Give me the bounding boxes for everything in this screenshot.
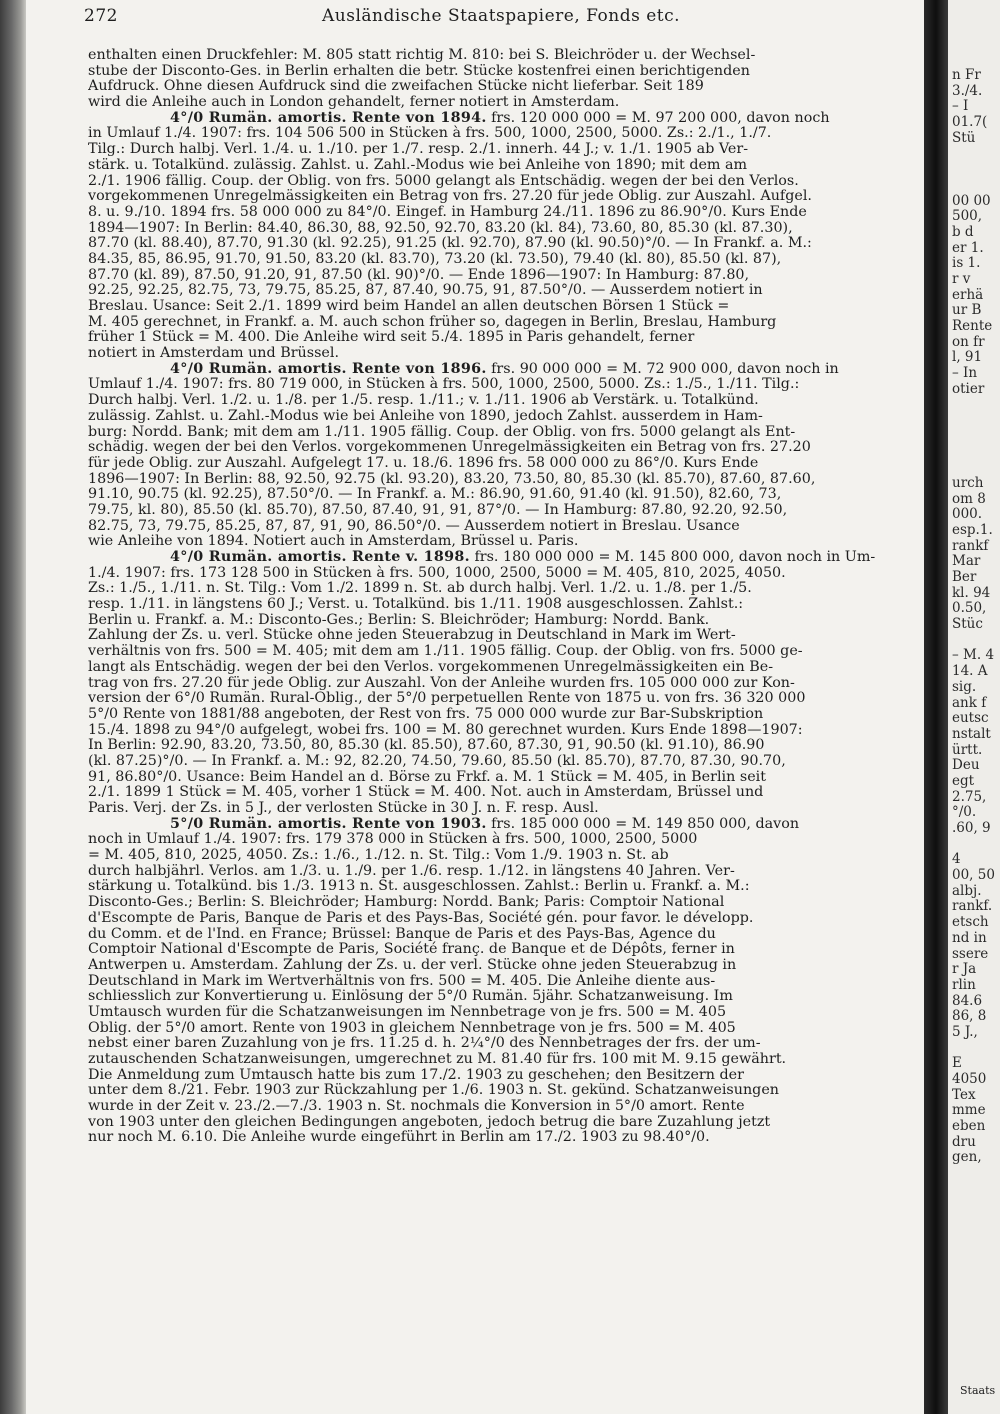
text-line: Berlin u. Frankf. a. M.: Disconto-Ges.; Berlin: S. Bleichröder; Hamburg: Nordd. Bank. — [88, 611, 710, 628]
text-line: notiert in Amsterdam und Brüssel. — [88, 345, 339, 362]
next-page-fragment: 84.6 — [952, 992, 983, 1009]
next-page-fragment — [952, 837, 995, 853]
next-page-fragment: 4 — [952, 851, 961, 868]
next-page-fragments — [952, 68, 995, 1166]
section-heading-line — [88, 550, 920, 566]
next-page-fragment: l, 91 — [952, 349, 983, 366]
text-line: 79.75, kl. 80), 85.50 (kl. 85.70), 87.50, 87.40, 91, 91, 87°/0. — In Hamburg: 87.80, 92.20, 92.50, — [88, 501, 788, 518]
text-line: zulässig. Zahlst. u. Zahl.-Modus wie bei Anleihe von 1890, jedoch Zahlst. ausserdem in Ham- — [88, 407, 763, 424]
next-page-fragment: b d — [952, 223, 974, 240]
text-line: 1894—1907: In Berlin: 84.40, 86.30, 88, 92.50, 92.70, 83.20 (kl. 84), 73.60, 80, 85.30 (kl. 87.30), — [88, 219, 793, 236]
next-page-fragment: 01.7( — [952, 114, 988, 131]
next-page-fragment: ank f — [952, 694, 987, 711]
running-title: Ausländische Staatspapiere, Fonds etc. — [322, 6, 681, 26]
next-page-fragment: 2.75, — [952, 788, 987, 805]
text-line: wurde in der Zeit v. 23./2.—7./3. 1903 n. St. nochmals die Konversion in 5°/0 amort. Rente — [88, 1098, 745, 1115]
next-page-fragment: .60, 9 — [952, 820, 991, 836]
next-page-fragment: eben — [952, 1118, 986, 1135]
text-line: wird die Anleihe auch in London gehandelt, ferner notiert in Amsterdam. — [88, 94, 620, 111]
text-line: Zahlung der Zs. u. verl. Stücke ohne jeden Steuerabzug in Deutschland in Mark im Wert- — [88, 627, 736, 644]
text-line: schliesslich zur Konvertierung u. Einlösung der 5°/0 Rumän. 5jähr. Schatzanweisung. Im — [88, 988, 733, 1005]
text-line: Comptoir National d'Escompte de Paris, Société franç. de Banque et de Dépôts, ferner in — [88, 941, 735, 958]
text-line: Aufdruck. Ohne diesen Aufdruck sind die zweifachen Stücke nicht lieferbar. Seit 189 — [88, 78, 704, 95]
bond-title: 5°/0 Rumän. amortis. Rente von 1903. — [170, 815, 487, 832]
text-line: 1896—1907: In Berlin: 88, 92.50, 92.75 (kl. 93.20), 83.20, 73.50, 80, 85.30 (kl. 85.70), 87.60, 87.60, — [88, 470, 816, 487]
text-line: schädig. wegen der bei den Verlos. vorgekommenen Unregelmässigkeiten ein Betrag von frs. 27.20 — [88, 439, 811, 456]
text-line: für jede Oblig. zur Auszahl. Aufgelegt 17. u. 18./6. 1896 frs. 58 000 000 zu 86°/0. Kurs Ende — [88, 454, 759, 471]
text-line: unter dem 8./21. Febr. 1903 zur Rückzahlung per 1./6. 1903 n. St. gekünd. Schatzanweisungen — [88, 1082, 780, 1099]
text-line: 84.35, 85, 86.95, 91.70, 91.50, 83.20 (kl. 83.70), 73.20 (kl. 73.50), 79.40 (kl. 80), 85.50 (kl. 87), — [88, 250, 782, 267]
text-line: Breslau. Usance: Seit 2./1. 1899 wird beim Handel an allen deutschen Börsen 1 Stück = — [88, 298, 730, 314]
next-page-fragment — [952, 397, 995, 413]
text-line: langt als Entschädig. wegen der bei den Verlos. vorgekommenen Unregelmässigkeiten ein Be- — [88, 658, 774, 675]
next-page-fragment — [952, 162, 995, 178]
next-page-fragment: Deu — [952, 757, 980, 774]
next-page-fragment: ssere — [952, 945, 989, 962]
next-page-fragment: n Fr — [952, 67, 981, 83]
next-page-fragment: – M. 4 — [952, 647, 995, 664]
text-line: resp. 1./11. in längstens 60 J.; Verst. u. Totalkünd. bis 1./11. 1908 ausgeschlossen. Zahlst.: — [88, 596, 744, 613]
next-page-fragment: nstalt — [952, 725, 991, 742]
text-line: vorgekommenen Unregelmässigkeiten ein Betrag von frs. 27.20 für jede Oblig. zur Auszahl. Aufgel. — [88, 188, 812, 205]
next-page-fragment: rlin — [952, 976, 976, 993]
next-page-footer: Staats — [960, 1384, 996, 1397]
text-line: 1./4. 1907: frs. 173 128 500 in Stücken à frs. 500, 1000, 2500, 5000 = M. 405, 810, 2025, 4050. — [88, 564, 786, 581]
bond-summary: frs. 180 000 000 = M. 145 800 000, davon noch in Um- — [469, 549, 876, 565]
text-line: Paris. Verj. der Zs. in 5 J., der verlosten Stücke in 30 J. n. F. resp. Ausl. — [88, 800, 599, 816]
text-line: 91.10, 90.75 (kl. 92.25), 87.50°/0. — In Frankf. a. M.: 86.90, 91.60, 91.40 (kl. 91.50), 82.60, 73, — [88, 486, 782, 503]
next-page-fragment: r v — [952, 270, 971, 287]
text-line: trag von frs. 27.20 für jede Oblig. zur Auszahl. Von der Anleihe wurden frs. 105 000 000 zur Kon- — [88, 674, 795, 691]
text-line: enthalten einen Druckfehler: M. 805 statt richtig M. 810: bei S. Bleichröder u. der Wechsel- — [88, 48, 756, 63]
text-line: noch in Umlauf 1./4. 1907: frs. 179 378 000 in Stücken à frs. 500, 1000, 2500, 5000 — [88, 831, 698, 848]
text-line: Tilg.: Durch halbj. Verl. 1./4. u. 1./10. per 1./7. resp. 2./1. innerh. 44 J.; v. 1./1. 1905 ab Ver- — [88, 141, 749, 158]
text-line: = M. 405, 810, 2025, 4050. Zs.: 1./6., 1./12. n. St. Tilg.: Vom 1./9. 1903 n. St. ab — [88, 847, 669, 864]
text-line: Umtausch wurden für die Schatzanweisungen im Nennbetrage von je frs. 500 = M. 405 — [88, 1003, 727, 1020]
next-page-fragment: is 1. — [952, 255, 981, 272]
bond-title: 4°/0 Rumän. amortis. Rente v. 1898. — [170, 549, 470, 565]
next-page-fragment: rankf. — [952, 898, 993, 915]
next-page-fragment: egt — [952, 772, 975, 789]
book-gutter — [924, 0, 948, 1414]
next-page-fragment: ürtt. — [952, 741, 983, 758]
next-page-fragment: 14. A — [952, 663, 988, 680]
text-line: Deutschland in Mark im Wertverhältnis von frs. 500 = M. 405. Die Anleihe diente aus- — [88, 972, 716, 989]
next-page-fragment — [952, 445, 995, 461]
text-line: stärkung u. Totalkünd. bis 1./3. 1913 n. St. ausgeschlossen. Zahlst.: Berlin u. Frankf. a. M.: — [88, 878, 750, 895]
text-line: Die Anmeldung zum Umtausch hatte bis zum 17./2. 1903 zu geschehen; den Besitzern der — [88, 1066, 744, 1083]
text-line: Antwerpen u. Amsterdam. Zahlung der Zs. u. der verl. Stücke ohne jeden Steuerabzug in — [88, 956, 737, 973]
text-line: M. 405 gerechnet, in Frankf. a. M. auch schon früher so, dagegen in Berlin, Breslau, Hamburg — [88, 313, 777, 330]
bond-section — [88, 362, 920, 550]
text-line: 87.70 (kl. 89), 87.50, 91.20, 91, 87.50 (kl. 90)°/0. — Ende 1896—1907: In Hamburg: 87.80, — [88, 266, 750, 283]
next-page-edge — [948, 0, 1000, 1414]
scan-left-edge — [0, 0, 26, 1414]
next-page-fragment: on fr — [952, 333, 985, 350]
next-page-fragment — [952, 460, 995, 476]
bond-summary: frs. 90 000 000 = M. 72 900 000, davon noch in — [486, 360, 839, 377]
next-page-fragment: rankf — [952, 537, 989, 554]
page-header — [84, 6, 914, 32]
bond-section — [88, 111, 920, 362]
bond-summary: frs. 185 000 000 = M. 149 850 000, davon — [486, 815, 800, 832]
next-page-fragment — [952, 146, 995, 162]
next-page-fragment: er 1. — [952, 239, 984, 256]
bond-section — [88, 550, 920, 817]
page-number: 272 — [84, 6, 118, 26]
text-line: 2./1. 1899 1 Stück = M. 405, vorher 1 Stück = M. 400. Not. auch in Amsterdam, Brüssel und — [88, 784, 764, 801]
bond-summary: frs. 120 000 000 = M. 97 200 000, davon noch — [486, 109, 830, 126]
next-page-fragment: 00 00 — [952, 192, 991, 209]
next-page-fragment — [952, 429, 995, 445]
next-page-fragment: eutsc — [952, 710, 989, 727]
text-line: 87.70 (kl. 88.40), 87.70, 91.30 (kl. 92.25), 91.25 (kl. 92.70), 87.90 (kl. 90.50)°/0. — In Frankf. a. M.: — [88, 235, 812, 252]
next-page-fragment: ur B — [952, 302, 982, 319]
next-page-fragment: r Ja — [952, 961, 977, 978]
next-page-fragment: urch — [952, 474, 984, 491]
text-line: Durch halbj. Verl. 1./2. u. 1./8. per 1./5. resp. 1./11.; v. 1./11. 1906 ab Verstärk. u. Totalkünd. — [88, 392, 759, 409]
next-page-fragment: sig. — [952, 678, 977, 695]
next-page-fragment: esp.1. — [952, 521, 993, 538]
next-page-fragment: etsch — [952, 914, 989, 931]
text-line: Oblig. der 5°/0 amort. Rente von 1903 in gleichem Nennbetrage von je frs. 500 = M. 405 — [88, 1019, 736, 1036]
next-page-fragment: otier — [952, 380, 985, 397]
next-page-fragment: erhä — [952, 286, 984, 303]
text-line: Umlauf 1./4. 1907: frs. 80 719 000, in Stücken à frs. 500, 1000, 2500, 5000. Zs.: 1./5., 1./11. Tilg.: — [88, 376, 800, 393]
next-page-fragment — [952, 178, 995, 194]
text-line: In Berlin: 92.90, 83.20, 73.50, 80, 85.30 (kl. 85.50), 87.60, 87.30, 91, 90.50 (kl. 91.10), 86.90 — [88, 737, 765, 754]
page-body — [88, 48, 920, 1146]
next-page-fragment: 00, 50 — [952, 867, 995, 884]
next-page-fragment: kl. 94 — [952, 584, 991, 601]
text-line: zutauschenden Schatzanweisungen, umgerechnet zu M. 81.40 für frs. 100 mit M. 9.15 gewährt. — [88, 1051, 787, 1067]
next-page-fragment: Mar — [952, 553, 981, 570]
text-line: in Umlauf 1./4. 1907: frs. 104 506 500 in Stücken à frs. 500, 1000, 2500, 5000. Zs.: 2./1., 1./7. — [88, 125, 772, 142]
text-line: verhältnis von frs. 500 = M. 405; mit dem am 1./11. 1905 fällig. Coup. der Oblig. von frs. 5000 ge- — [88, 643, 803, 660]
text-line: nebst einer baren Zuzahlung von je frs. 11.25 d. h. 2¼°/0 des Nennbetrages der frs. der um- — [88, 1035, 761, 1052]
text-line: Zs.: 1./5., 1./11. n. St. Tilg.: Vom 1./2. 1899 n. St. ab durch halbj. Verl. 1./2. u. 1./8. per 1./5. — [88, 580, 752, 597]
next-page-fragment: Rente — [952, 318, 993, 334]
bond-title: 4°/0 Rumän. amortis. Rente von 1896. — [170, 360, 487, 377]
next-page-fragment: Stü — [952, 129, 976, 146]
next-page-fragment: gen, — [952, 1149, 982, 1166]
next-page-fragment — [952, 633, 995, 649]
bond-sections — [88, 111, 920, 1146]
next-page-fragment: Tex — [952, 1086, 976, 1103]
text-line: du Comm. et de l'Ind. en France; Brüssel: Banque de Paris et des Pays-Bas, Agence du — [88, 925, 716, 942]
next-page-fragment: 5 J., — [952, 1023, 978, 1040]
next-page-fragment — [952, 1041, 995, 1057]
next-page-fragment — [952, 413, 995, 429]
text-line: d'Escompte de Paris, Banque de Paris et des Pays-Bas, Société gén. pour favor. le développ. — [88, 909, 754, 926]
next-page-fragment: dru — [952, 1133, 976, 1150]
text-line: 2./1. 1906 fällig. Coup. der Oblig. von frs. 5000 gelangt als Entschädig. wegen der bei den Verlos. — [88, 172, 799, 189]
text-line: 82.75, 73, 79.75, 85.25, 87, 87, 91, 90, 86.50°/0. — Ausserdem notiert in Breslau. Usance — [88, 517, 740, 534]
text-line: Disconto-Ges.; Berlin: S. Bleichröder; Hamburg: Nordd. Bank; Paris: Comptoir National — [88, 894, 725, 911]
next-page-fragment: 000. — [952, 506, 983, 523]
next-page-fragment: nd in — [952, 929, 987, 946]
next-page-fragment: E — [952, 1055, 962, 1072]
next-page-fragment: 0.50, — [952, 600, 987, 617]
text-line: wie Anleihe von 1894. Notiert auch in Amsterdam, Brüssel u. Paris. — [88, 533, 579, 550]
next-page-fragment: om 8 — [952, 490, 986, 507]
next-page-fragment: – In — [952, 365, 978, 382]
next-page-fragment: °/0. — [952, 804, 977, 821]
text-line: stärk. u. Totalkünd. zulässig. Zahlst. u. Zahl.-Modus wie bei Anleihe von 1890; mit dem am — [88, 156, 748, 173]
text-line: 15./4. 1898 zu 94°/0 aufgelegt, wobei frs. 100 = M. 80 gerechnet wurden. Kurs Ende 1898—1907: — [88, 721, 803, 738]
next-page-fragment: Stüc — [952, 616, 983, 633]
next-page-fragment: 3./4. — [952, 82, 983, 99]
text-line: burg: Nordd. Bank; mit dem am 1./11. 1905 fällig. Coup. der Oblig. von frs. 5000 gelangt als Ent- — [88, 423, 796, 440]
intro-paragraph — [88, 48, 920, 111]
next-page-fragment: Ber — [952, 569, 977, 585]
next-page-fragment: mme — [952, 1102, 986, 1119]
text-line: von 1903 unter den gleichen Bedingungen angeboten, jedoch betrug die bare Zuzahlung jetzt — [88, 1113, 771, 1130]
text-line: version der 6°/0 Rumän. Rural-Oblig., der 5°/0 perpetuellen Rente von 1875 u. von frs. 36 320 000 — [88, 690, 806, 707]
bond-section — [88, 817, 920, 1146]
text-line: 92.25, 92.25, 82.75, 73, 79.75, 85.25, 87, 87.40, 90.75, 91, 87.50°/0. — Ausserdem notiert in — [88, 282, 763, 299]
next-page-fragment: 4050 — [952, 1071, 987, 1087]
book-page — [26, 0, 924, 1414]
next-page-fragment: – I — [952, 98, 969, 115]
text-line: nur noch M. 6.10. Die Anleihe wurde eingeführt in Berlin am 17./2. 1903 zu 98.40°/0. — [88, 1129, 710, 1146]
text-line: durch halbjährl. Verlos. am 1./3. u. 1./9. per 1./6. resp. 1./12. in längstens 40 Jahren. Ver- — [88, 862, 735, 879]
text-line: 8. u. 9./10. 1894 frs. 58 000 000 zu 84°/0. Eingef. in Hamburg 24./11. 1896 zu 86.90°/0. Kurs Ende — [88, 203, 807, 220]
text-line: stube der Disconto-Ges. in Berlin erhalten die betr. Stücke kostenfrei einen berichtigenden — [88, 62, 750, 79]
next-page-fragment: 86, 8 — [952, 1008, 987, 1025]
next-page-fragment: albj. — [952, 882, 982, 899]
text-line: 91, 86.80°/0. Usance: Beim Handel an d. Börse zu Frkf. a. M. 1 Stück = M. 405, in Berlin seit — [88, 768, 766, 785]
text-line: (kl. 87.25)°/0. — In Frankf. a. M.: 92, 82.20, 74.50, 79.60, 85.50 (kl. 85.70), 87.70, 87.30, 90.70, — [88, 752, 786, 769]
next-page-fragment: 500, — [952, 208, 983, 225]
text-line: 5°/0 Rente von 1881/88 angeboten, der Rest von frs. 75 000 000 wurde zur Bar-Subskription — [88, 705, 764, 722]
bond-title: 4°/0 Rumän. amortis. Rente von 1894. — [170, 109, 487, 126]
text-line: früher 1 Stück = M. 400. Die Anleihe wird seit 5./4. 1895 in Paris gehandelt, ferner — [88, 329, 695, 346]
